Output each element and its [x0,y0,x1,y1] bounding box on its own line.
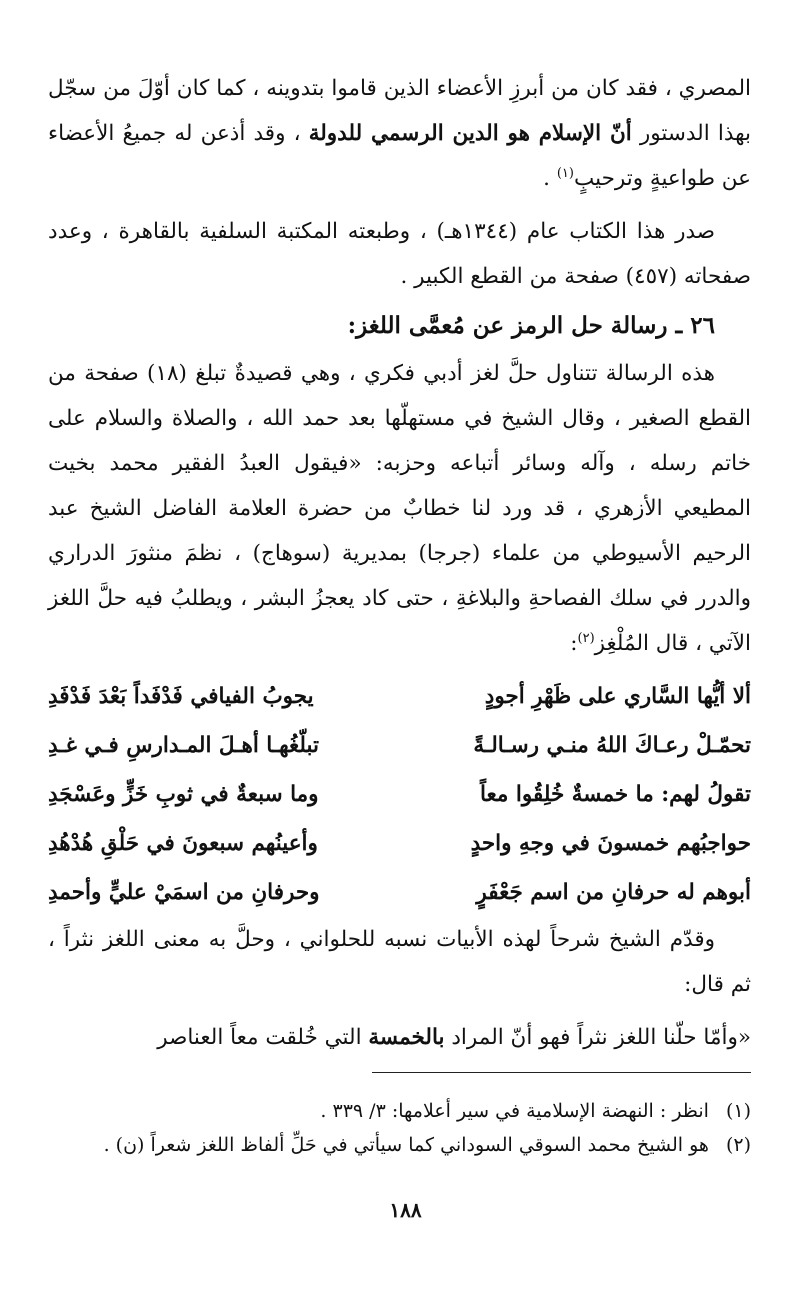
verse-first-half: حواجبُهم خمسونَ في وجهِ واحدٍ [470,831,751,856]
page-number: ١٨٨ [389,1198,422,1222]
footnote-number: (١) [725,1100,751,1122]
footnote-mark-2: (٢) [577,630,595,646]
footnote-text: هو الشيخ محمد السوقي السوداني كما سيأتي في حَلِّ ألفاظ اللغز شعراً (ن) . [103,1134,709,1156]
page-body [48,66,751,1060]
p1-bold-phrase: أنّ الإسلام هو الدين الرسمي للدولة [308,121,632,146]
p5-a: «وأمّا حلّنا اللغز نثراً فهو أنّ المراد [444,1025,751,1050]
p3-text: هذه الرسالة تتناول حلَّ لغز أدبي فكري ، وهي قصيدةٌ تبلغ (١٨) صفحة من القطع الصغير ، وقال الشيخ في مستهلّها بعد حمد الله ، والصلاة والسلام على خاتم رسله ، وآله وسائر أتباعه وحزبه: «فيقول العبدُ الفقير محمد بخيت المطيعي الأزهري ، قد ورد لنا خطابٌ من حضرة العلامة الفاضل الشيخ عبد الرحيم الأسيوطي من علماء (جرجا) بمديرية (سوهاج) ، نظمَ منثورَ الدراري والدرر في سلك الفصاحةِ والبلاغةِ ، حتى كاد يعجزُ البشر ، ويطلبُ فيه حلَّ اللغز الآتي ، قال المُلْغِز [48,361,751,656]
footnote-number: (٢) [725,1134,751,1156]
p5-bold-word: بالخمسة [368,1025,445,1050]
verse-second-half: وأعينُهم سبعونَ في حَلْقِ هُدْهُدِ [48,831,318,856]
p5-b: التي خُلقت معاً العناصر [157,1025,369,1050]
paragraph-4: وقدّم الشيخ شرحاً لهذه الأبيات نسبه للحلواني ، وحلَّ به معنى اللغز نثراً ، ثم قال: [48,927,751,997]
verse-first-half: تقولُ لهم: ما خمسةٌ خُلِقُوا معاً [479,782,751,807]
paragraph-3 [48,351,751,666]
verse-first-half: تحمّـلْ رعـاكَ اللهُ منـي رسـالـةً [473,733,751,758]
verse-line [48,672,751,721]
paragraph-2: صدر هذا الكتاب عام (١٣٤٤هـ) ، وطبعته المكتبة السلفية بالقاهرة ، وعدد صفحاته (٤٥٧) صفحة من القطع الكبير . [48,219,751,289]
verse-first-half: أبوهم له حرفانِ من اسم جَعْفَرٍ [476,880,751,905]
section-heading: ٢٦ ـ رسالة حل الرمز عن مُعمَّى اللغز: [347,312,715,339]
footnotes [48,1094,751,1162]
p1-end: . [543,166,557,191]
paragraph-1 [48,66,751,201]
verse-second-half: وما سبعةٌ في ثوبِ خَزٍّ وعَسْجَدِ [48,782,319,807]
verse-line [48,819,751,868]
paragraph-5 [48,1015,751,1060]
footnote-mark-1: (١) [556,165,574,181]
p1-line1: المصري ، فقد كان من أبرزِ الأعضاء الذين قاموا بتدوينه ، كما كان أوّلَ [137,76,751,101]
verse-line [48,868,751,917]
footnote-item [48,1128,751,1162]
verse-second-half: وحرفانِ من اسمَيْ عليٍّ وأحمدِ [48,880,320,905]
p1-line3: جميعُ الأعضاء عن طواعيةٍ وترحيبٍ [48,121,751,191]
poem [48,672,751,917]
verse-line [48,770,751,819]
p1-line2-a: من سجّل بهذا الدستور [48,76,751,146]
footnote-text: انظر : النهضة الإسلامية في سير أعلامها: ٣/ ٣٣٩ . [320,1100,709,1122]
p3-end: : [570,631,578,656]
footnote-divider [372,1072,751,1073]
p1-line2-b: ، وقد أذعن له [174,121,309,146]
footnote-item [48,1094,751,1128]
verse-second-half: يجوبُ الفيافي فَدْفَداً بَعْدَ فَدْفَدِ [48,684,314,709]
verse-first-half: ألا أيُّها السَّاري على ظَهْرِ أجودٍ [484,684,751,709]
verse-line [48,721,751,770]
verse-second-half: تبلّغُهـا أهـلَ المـدارسِ فـي غـدِ [48,733,320,758]
